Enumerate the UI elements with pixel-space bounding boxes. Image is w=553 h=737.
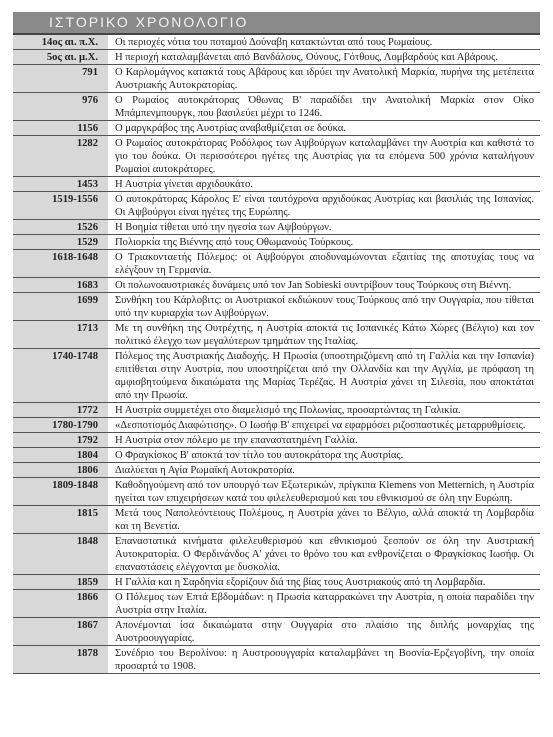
chronology-title: ΙΣΤΟΡΙΚΟ ΧΡΟΝΟΛΟΓΙΟ	[49, 14, 249, 30]
chronology-event-text: Ο αυτοκράτορας Κάρολος Ε' είναι ταυτόχρονα αρχιδούκας Αυστρίας και βασιλιάς της Ισπανίας. Οι Αψβούργοι είναι ηγέτες της Ευρώπης.	[115, 194, 534, 218]
chronology-event-text: Η Αυστρία στον πόλεμο με την επαναστατημένη Γαλλία.	[115, 435, 358, 446]
chronology-date: 1282	[13, 136, 108, 176]
chronology-date: 1683	[13, 278, 108, 292]
chronology-event-text: Ο Ρωμαίος αυτοκράτορας Ροδόλφος των Αψβούργων καταλαμβάνει την Αυστρία και καθιστά το γιο του δούκα. Οι περισσότεροι ηγέτες της Αυστρίας για τα επόμενα 500 χρόνια καταλήγουν Ρωμαίοι αυτοκράτορες.	[115, 138, 534, 175]
chronology-date: 1859	[13, 575, 108, 589]
chronology-row	[13, 448, 540, 463]
chronology-date: 1848	[13, 534, 108, 574]
chronology-event-text: Η Αυστρία συμμετέχει στο διαμελισμό της Πολωνίας, προσαρτώντας τη Γαλικία.	[115, 405, 461, 416]
chronology-event-text: Ο Πόλεμος των Επτά Εβδομάδων: η Πρωσία καταρρακώνει την Αυστρία, η οποία παραδίδει την Αυστρία στην Ιταλία.	[115, 592, 534, 616]
chronology-date: 1792	[13, 433, 108, 447]
chronology-date: 14ος αι. π.Χ.	[13, 35, 108, 49]
chronology-event-text: Ο Καρλομάγνος κατακτά τους Αβάρους και ιδρύει την Ανατολική Μαρκία, πυρήνα της μετέπειτα Αυστριακής Αυτοκρατορίας.	[115, 67, 534, 91]
chronology-date: 1866	[13, 590, 108, 617]
chronology-date: 1867	[13, 618, 108, 645]
chronology-event-text: Με τη συνθήκη της Ουτρέχτης, η Αυστρία αποκτά τις Ισπανικές Κάτω Χώρες (Βέλγιο) και τον πολιτικό έλεγχο των μεγαλύτερων τμημάτων της Ιταλίας.	[115, 323, 534, 347]
chronology-event-text: Η περιοχή καταλαμβάνεται από Βανδάλους, Ούνους, Γότθους, Λομβαρδούς και Αβάρους.	[115, 52, 498, 63]
chronology-date: 1815	[13, 506, 108, 533]
chronology-row	[13, 618, 540, 646]
chronology-event-text: Συνέδριο του Βερολίνου: η Αυστροουγγαρία καταλαμβάνει τη Βοσνία-Ερζεγοβίνη, την οποία προσαρτά το 1908.	[115, 648, 534, 672]
chronology-date: 1809-1848	[13, 478, 108, 505]
chronology-row	[13, 349, 540, 403]
chronology-event-text: Επαναστατικά κινήματα φιλελευθερισμού και εθνικισμού ξεσπούν σε όλη την Αυστριακή Αυτοκρατορία. Ο Φερδινάνδος Α' χάνει το θρόνο του και ενθρονίζεται ο Φραγκίσκος Ιωσήφ. Οι επαναστάσεις ελέγχονται με δυσκολία.	[115, 536, 534, 573]
chronology-row	[13, 506, 540, 534]
chronology-date: 1526	[13, 220, 108, 234]
chronology-date: 1806	[13, 463, 108, 477]
chronology-row	[13, 321, 540, 349]
chronology-event-text: Απονέμονται ίσα δικαιώματα στην Ουγγαρία στο πλαίσιο της διπλής μοναρχίας της Αυστροουγγαρίας.	[115, 620, 534, 644]
chronology-row	[13, 590, 540, 618]
chronology-event-text: Ο Τριακονταετής Πόλεμος: οι Αψβούργοι αποδυναμώνονται εξαιτίας της αποτυχίας τους να ελέγξουν τη Γερμανία.	[115, 252, 534, 276]
chronology-event-text: Η Αυστρία γίνεται αρχιδουκάτο.	[115, 179, 253, 190]
chronology-event-text: Μετά τους Ναπολεόντειους Πολέμους, η Αυστρία χάνει το Βέλγιο, αλλά αποκτά τη Λομβαρδία και τη Βενετία.	[115, 508, 534, 532]
chronology-event-text: Καθοδηγούμενη από τον υπουργό των Εξωτερικών, πρίγκιπα Klemens von Metternich, η Αυστρία ηγείται των επιχειρήσεων κατά του φιλελευθερισμού και του εθνικισμού σε όλη την Ευρώπη.	[115, 480, 534, 504]
chronology-event-text: Ο Ρωμαίος αυτοκράτορας Όθωνας Β' παραδίδει την Ανατολική Μαρκία στον Οίκο Μπάμπενμπουργκ, που βασιλεύει μέχρι το 1246.	[115, 95, 534, 119]
chronology-date: 1878	[13, 646, 108, 673]
chronology-date: 1772	[13, 403, 108, 417]
chronology-event-text: Οι πολωνοαυστριακές δυνάμεις υπό τον Jan Sobieski συντρίβουν τους Τούρκους στη Βιέννη.	[115, 280, 512, 291]
chronology-event-text: Οι περιοχές νότια του ποταμού Δούναβη κατακτώνται από τους Ρωμαίους.	[115, 37, 433, 48]
chronology-row	[13, 293, 540, 321]
chronology-row	[13, 35, 540, 50]
chronology-row	[13, 93, 540, 121]
chronology-row	[13, 250, 540, 278]
chronology-event-text: Ο Φραγκίσκος Β' αποκτά τον τίτλο του αυτοκράτορα της Αυστρίας.	[115, 450, 404, 461]
chronology-date: 791	[13, 65, 108, 92]
chronology-page	[13, 12, 540, 674]
chronology-row	[13, 278, 540, 293]
chronology-date: 976	[13, 93, 108, 120]
chronology-row	[13, 136, 540, 177]
chronology-date: 1529	[13, 235, 108, 249]
chronology-date: 1804	[13, 448, 108, 462]
chronology-date: 1453	[13, 177, 108, 191]
chronology-row	[13, 534, 540, 575]
chronology-date: 5ος αι. μ.Χ.	[13, 50, 108, 64]
chronology-row	[13, 177, 540, 192]
chronology-date: 1699	[13, 293, 108, 320]
chronology-date: 1618-1648	[13, 250, 108, 277]
chronology-row	[13, 418, 540, 433]
chronology-event-text: Ο μαργκράβος της Αυστρίας αναβαθμίζεται σε δούκα.	[115, 123, 347, 134]
chronology-row	[13, 121, 540, 136]
chronology-event-text: Η Βοημία τίθεται υπό την ηγεσία των Αψβούργων.	[115, 222, 332, 233]
chronology-event-text: Διαλύεται η Αγία Ρωμαϊκή Αυτοκρατορία.	[115, 465, 295, 476]
chronology-row	[13, 65, 540, 93]
chronology-row	[13, 403, 540, 418]
chronology-row	[13, 50, 540, 65]
chronology-row	[13, 463, 540, 478]
chronology-event-text: «Δεσποτισμός Διαφώτισης». Ο Ιωσήφ Β' επιχειρεί να εφαρμόσει ριζοσπαστικές μεταρρυθμίσεις.	[115, 420, 526, 431]
chronology-row	[13, 220, 540, 235]
chronology-row	[13, 646, 540, 674]
chronology-event-text: Πόλεμος της Αυστριακής Διαδοχής. Η Πρωσία (υποστηριζόμενη από τη Γαλλία και την Ισπανία) επιτίθεται στην Αυστρία, που υποστηρίζεται από την Ολλανδία και την Αγγλία, με πρόφαση τη αμφισβητούμενα δικαιώματα της Μαρίας Τερέζας. Η Αυστρία χάνει τη Σιλεσία, που αποκτάται από την Πρωσία.	[115, 351, 534, 401]
chronology-date: 1780-1790	[13, 418, 108, 432]
chronology-row	[13, 192, 540, 220]
chronology-row	[13, 478, 540, 506]
chronology-header	[13, 12, 540, 33]
chronology-event-text: Συνθήκη του Κάρλοβιτς: οι Αυστριακοί εκδιώκουν τους Τούρκους από την Ουγγαρία, που τίθεται υπό την κυριαρχία των Αψβούργων.	[115, 295, 534, 319]
chronology-date: 1519-1556	[13, 192, 108, 219]
chronology-date: 1740-1748	[13, 349, 108, 402]
chronology-table	[13, 33, 540, 674]
chronology-date: 1713	[13, 321, 108, 348]
chronology-row	[13, 575, 540, 590]
chronology-event-text: Πολιορκία της Βιέννης από τους Οθωμανούς Τούρκους.	[115, 237, 354, 248]
chronology-row	[13, 235, 540, 250]
chronology-row	[13, 433, 540, 448]
chronology-event-text: Η Γαλλία και η Σαρδηνία εξορίζουν διά της βίας τους Αυστριακούς από τη Λομβαρδία.	[115, 577, 486, 588]
chronology-date: 1156	[13, 121, 108, 135]
